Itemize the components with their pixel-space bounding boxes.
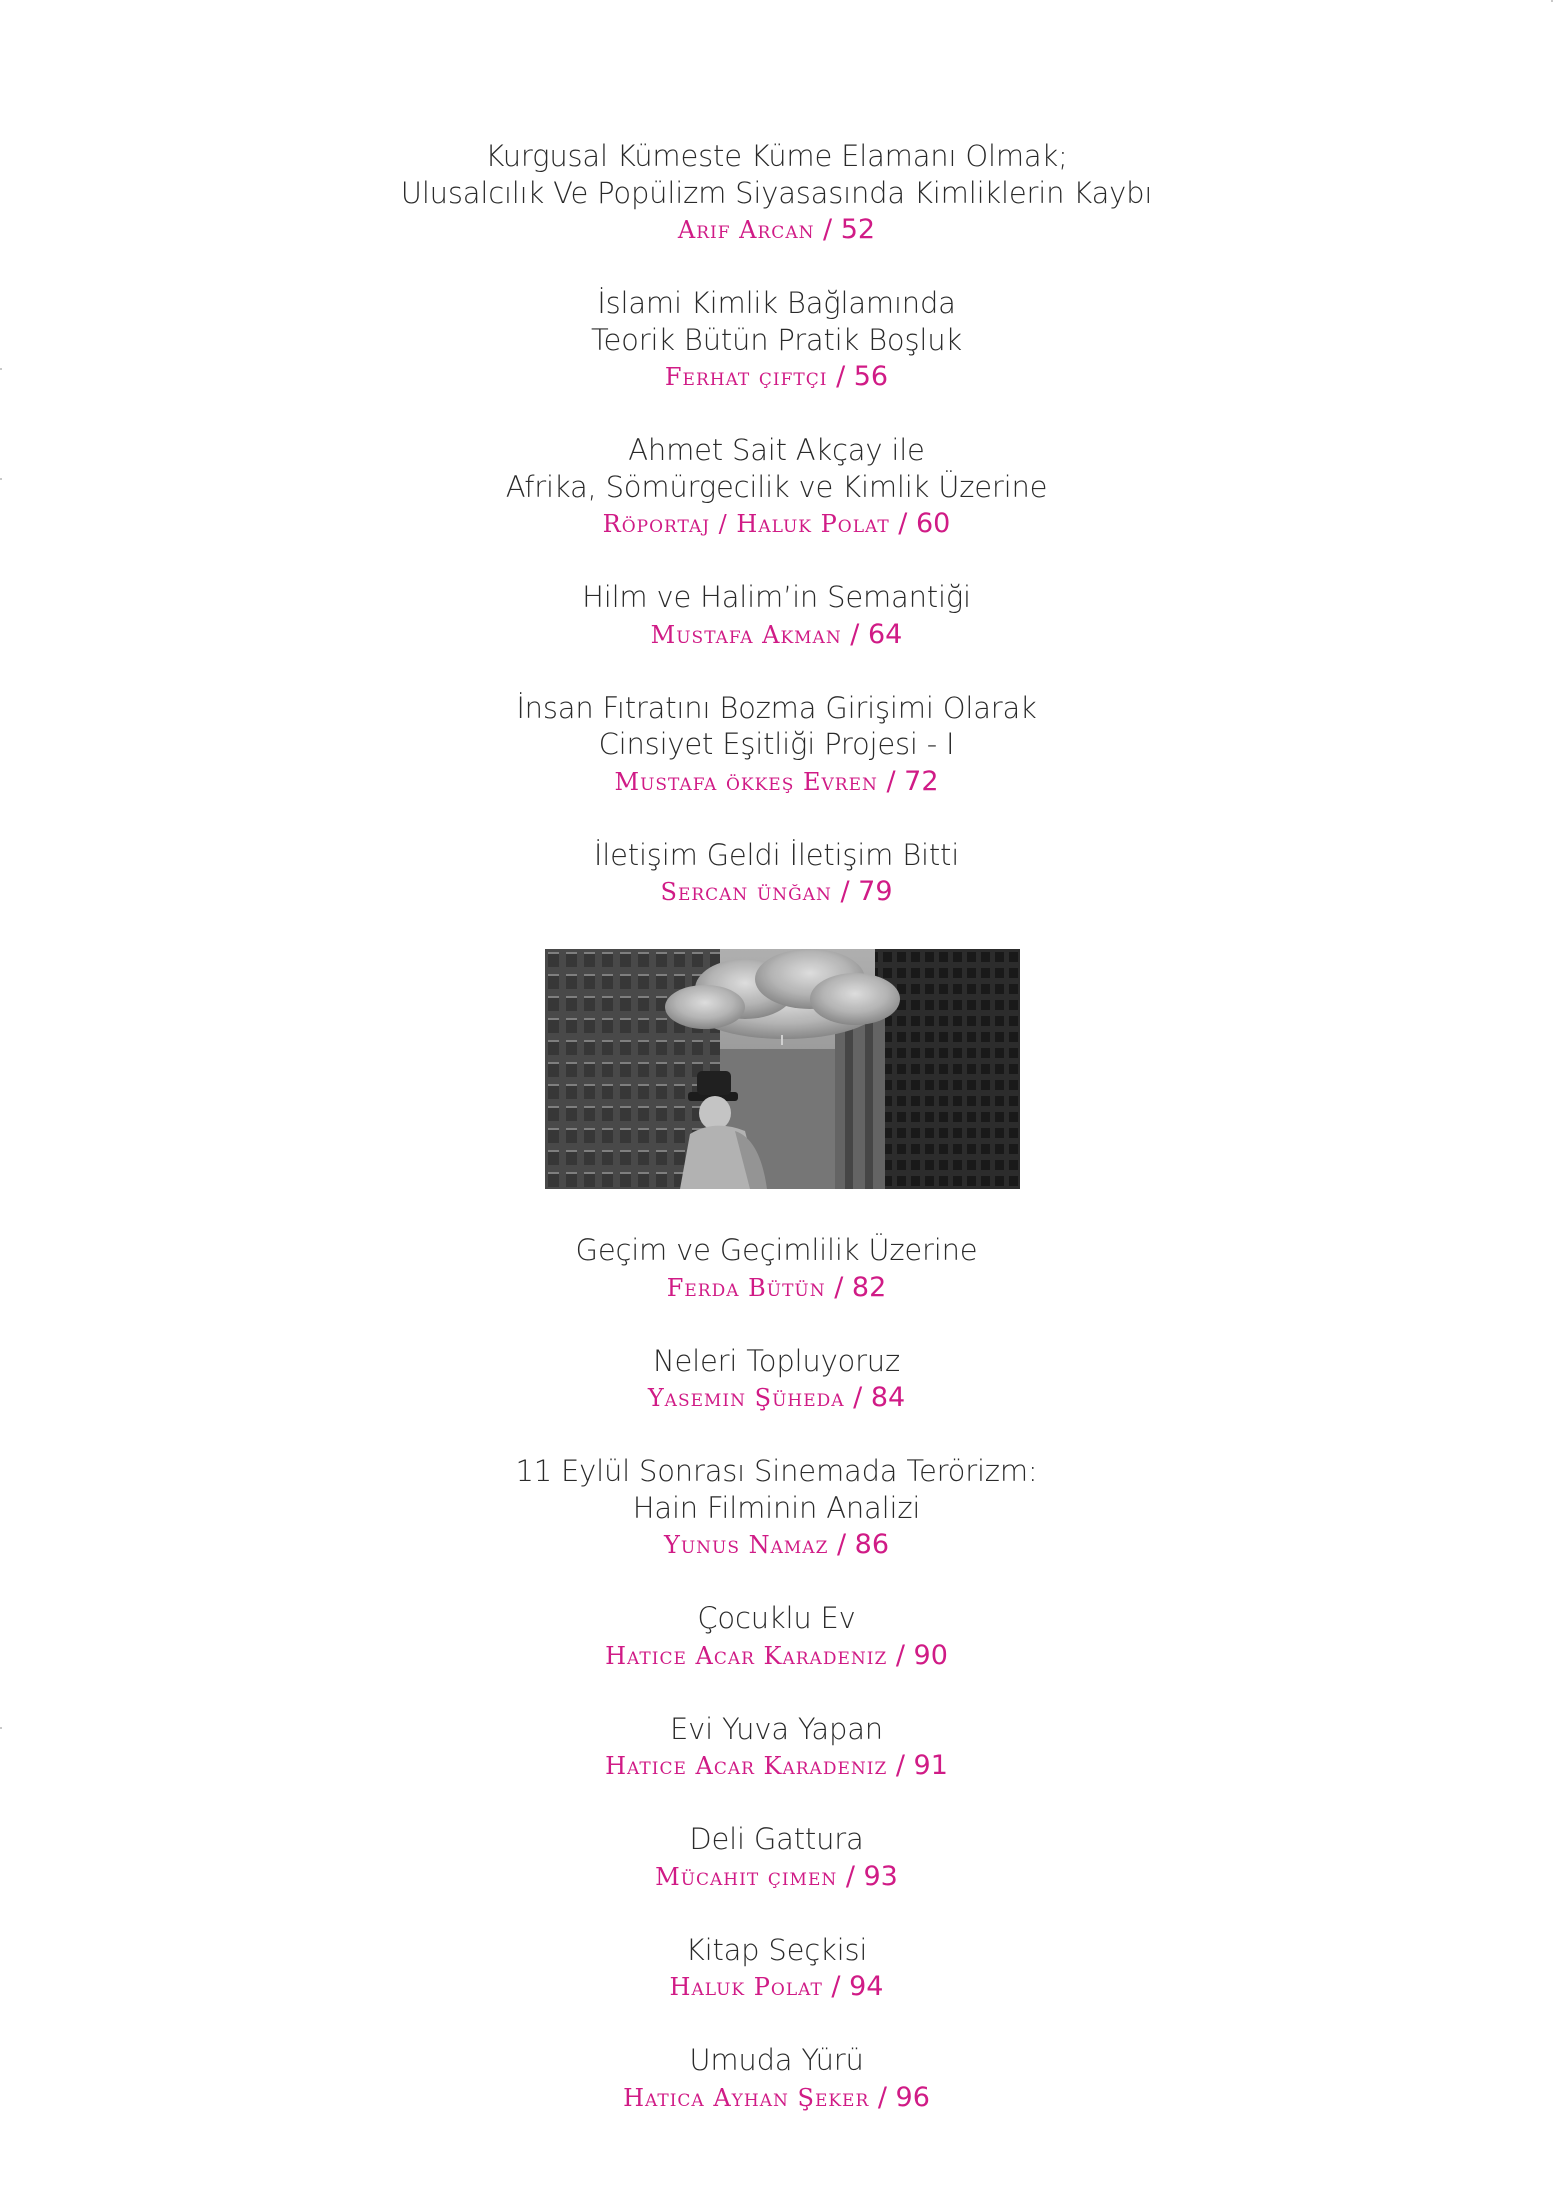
- entry-byline: [0, 1968, 1553, 2006]
- entry-byline: [0, 1747, 1553, 1785]
- table-of-contents-bottom: [0, 1232, 1553, 2153]
- crop-mark: [0, 478, 2, 480]
- separator: /: [831, 876, 859, 907]
- entry-page-number: 52: [840, 214, 876, 245]
- entry-title-line: Ahmet Sait Akçay ile: [628, 433, 925, 467]
- entry-byline: [0, 1637, 1553, 1675]
- entry-author: Hatice Acar Karadeniz: [605, 1641, 888, 1670]
- entry-page-number: 56: [853, 361, 889, 392]
- entry-page-number: 96: [895, 2081, 930, 2113]
- entry-author: Arif Arcan: [677, 216, 815, 244]
- separator: /: [825, 1271, 852, 1303]
- entry-byline: [0, 358, 1553, 396]
- entry-author: Mücahit çimen: [655, 1862, 838, 1891]
- separator: /: [814, 214, 841, 245]
- entry-page-number: 82: [851, 1271, 887, 1303]
- entry-byline: [0, 763, 1553, 801]
- entry-byline: [0, 1526, 1553, 1564]
- separator: /: [844, 1382, 871, 1413]
- entry-author: Ferhat çiftçi: [664, 363, 828, 391]
- entry-page-number: 93: [863, 1860, 898, 1892]
- entry-author: Mustafa Akman: [650, 620, 842, 649]
- separator: /: [869, 2081, 896, 2113]
- entry-page-number: 90: [913, 1639, 948, 1671]
- toc-entry: [0, 1600, 1553, 1675]
- entry-author: Hatica Ayhan Şeker: [623, 2083, 870, 2112]
- toc-entry: [0, 837, 1553, 912]
- toc-entry: [0, 2042, 1553, 2117]
- toc-entry: [0, 285, 1553, 396]
- toc-entry: [0, 138, 1553, 249]
- entry-title-line: Teorik Bütün Pratik Boşluk: [590, 322, 963, 357]
- toc-entry: [0, 1453, 1553, 1564]
- entry-author: Yasemin Şüheda: [647, 1384, 845, 1412]
- entry-author: Mustafa ökkeş Evren: [614, 767, 878, 796]
- entry-page-number: 94: [849, 1971, 884, 2002]
- toc-entry: [0, 1932, 1553, 2007]
- toc-entry: [0, 579, 1553, 654]
- toc-entry: [0, 1821, 1553, 1896]
- toc-entry: [0, 1711, 1553, 1786]
- entry-title-line: Cinsiyet Eşitliği Projesi - I: [598, 727, 955, 761]
- table-of-contents-top: [0, 138, 1553, 947]
- crop-mark: [0, 368, 2, 370]
- entry-page-number: 79: [858, 876, 893, 907]
- toc-entry: [0, 432, 1553, 543]
- entry-page-number: 84: [870, 1382, 906, 1413]
- entry-byline: [0, 1269, 1553, 1307]
- entry-byline: [0, 873, 1553, 911]
- entry-author: Haluk Polat: [669, 1973, 823, 2001]
- entry-title-line: Kurgusal Kümeste Küme Elamanı Olmak;: [485, 139, 1068, 173]
- entry-title-line: Deli Gattura: [689, 1822, 864, 1856]
- entry-byline: [0, 1858, 1553, 1896]
- separator: /: [828, 1529, 855, 1560]
- entry-page-number: 72: [904, 765, 939, 797]
- entry-author: Ferda Bütün: [666, 1273, 826, 1302]
- separator: /: [889, 508, 916, 539]
- entry-page-number: 60: [915, 508, 951, 539]
- entry-title-line: Evi Yuva Yapan: [670, 1711, 883, 1746]
- entry-byline: [0, 211, 1553, 249]
- entry-title-line: Çocuklu Ev: [697, 1601, 856, 1635]
- separator: /: [841, 618, 868, 650]
- entry-byline: [0, 1379, 1553, 1417]
- entry-author: Röportaj / Haluk Polat: [602, 510, 890, 538]
- entry-page-number: 86: [854, 1529, 890, 1560]
- entry-title-line: Geçim ve Geçimlilik Üzerine: [575, 1233, 978, 1267]
- entry-title-line: İletişim Geldi İletişim Bitti: [593, 837, 960, 872]
- entry-author: Sercan ünğan: [660, 878, 832, 906]
- entry-author: Hatice Acar Karadeniz: [605, 1752, 888, 1780]
- entry-page-number: 64: [867, 618, 903, 650]
- entry-title-line: İslami Kimlik Bağlamında: [597, 286, 956, 320]
- separator: /: [877, 765, 905, 797]
- entry-title-line: Hain Filminin Analizi: [632, 1490, 921, 1525]
- entry-title-line: 11 Eylül Sonrası Sinemada Terörizm:: [515, 1454, 1038, 1488]
- entry-title-line: Kitap Seçkisi: [685, 1932, 868, 1967]
- entry-title-line: Ulusalcılık Ve Popülizm Siyasasında Kimliklerin Kaybı: [400, 175, 1153, 210]
- entry-byline: [0, 2079, 1553, 2117]
- entry-page-number: 91: [913, 1750, 948, 1781]
- entry-byline: [0, 505, 1553, 543]
- entry-title-line: Umuda Yürü: [689, 2043, 864, 2077]
- entry-title-line: Afrika, Sömürgecilik ve Kimlik Üzerine: [505, 469, 1048, 504]
- toc-entry: [0, 1232, 1553, 1307]
- toc-entry: [0, 690, 1553, 801]
- separator: /: [827, 361, 854, 392]
- entry-title-line: Hilm ve Halim’in Semantiği: [582, 580, 971, 614]
- entry-byline: [0, 616, 1553, 654]
- separator: /: [887, 1639, 914, 1671]
- separator: /: [822, 1971, 850, 2002]
- entry-author: Yunus Namaz: [663, 1531, 829, 1559]
- separator: /: [887, 1750, 914, 1781]
- article-photo: [545, 949, 1020, 1189]
- crop-mark: [0, 1727, 2, 1729]
- toc-entry: [0, 1343, 1553, 1418]
- entry-title-line: İnsan Fıtratını Bozma Girişimi Olarak: [516, 690, 1037, 725]
- entry-title-line: Neleri Topluyoruz: [652, 1343, 901, 1378]
- separator: /: [837, 1860, 864, 1892]
